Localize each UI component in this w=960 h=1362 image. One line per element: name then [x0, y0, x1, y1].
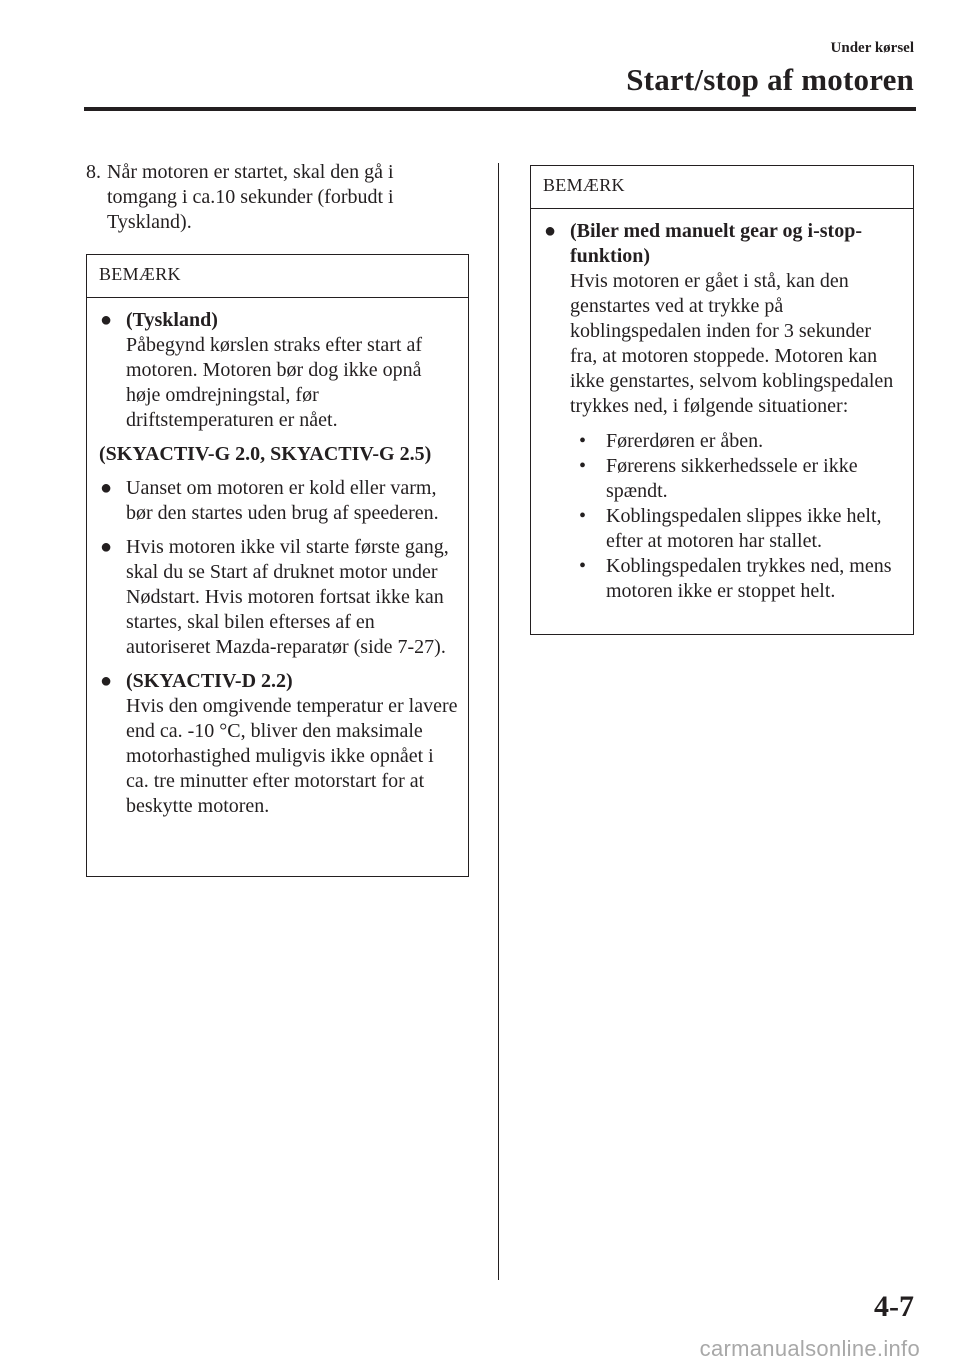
page-number: 4-7 [874, 1290, 914, 1323]
sub-bullet-icon: • [579, 430, 587, 452]
situation-list [570, 429, 903, 604]
bullet-icon: ● [100, 477, 113, 499]
engine-subheading: (SKYACTIV-G 2.0, SKYACTIV-G 2.5) [99, 443, 432, 465]
page-title: Start/stop af motoren [626, 62, 914, 97]
note-heading: BEMÆRK [87, 255, 468, 298]
column-divider [498, 163, 499, 1280]
note-box-left [86, 254, 469, 877]
note-item-istop [543, 219, 903, 604]
note-item-title: (Tyskland) [126, 309, 218, 331]
header-rule [84, 107, 916, 111]
note-item-diesel [99, 669, 458, 819]
sub-bullet-icon: • [579, 505, 587, 527]
note-item-cold-warm [99, 476, 458, 526]
bullet-icon: ● [100, 536, 113, 558]
note-box-right [530, 165, 914, 635]
note-item-text: Påbegynd kørslen straks efter start af motoren. Motoren bør dog ikke opnå høje omdrejningstal, før driftstemperaturen er nået. [126, 334, 423, 431]
list-item: • Koblingspedalen slippes ikke helt, efter at motoren har stallet. [579, 505, 882, 552]
note-item-title: (SKYACTIV-D 2.2) [126, 670, 293, 692]
list-item: • Koblingspedalen trykkes ned, mens motoren ikke er stoppet helt. [579, 555, 892, 602]
list-item: • Førerens sikkerhedssele er ikke spændt. [579, 455, 858, 502]
sub-bullet-icon: • [579, 555, 587, 577]
watermark: carmanualsonline.info [699, 1336, 920, 1361]
note-item-flooded [99, 535, 458, 660]
note-item-text: Hvis motoren ikke vil starte første gang, skal du se Start af druknet motor under Nødstart. Hvis motoren fortsat ikke kan startes, skal bilen efterses af en autoriseret Mazda-reparatør (side 7-27). [126, 536, 449, 658]
section-label: Under kørsel [830, 40, 914, 56]
step-8 [86, 160, 466, 235]
bullet-icon: ● [100, 670, 113, 692]
bullet-icon: ● [100, 309, 113, 331]
note-item-title: (Biler med manuelt gear og i-stop-funktion) [570, 220, 863, 267]
note-item-text: Uanset om motoren er kold eller varm, bør den startes uden brug af speederen. [126, 477, 439, 524]
note-item-text: Hvis den omgivende temperatur er lavere end ca. -10 °C, bliver den maksimale motorhastighed muligvis ikke opnået i ca. tre minutter efter motorstart for at beskytte motoren. [126, 695, 458, 817]
note-item-germany [99, 308, 458, 433]
sub-bullet-icon: • [579, 455, 587, 477]
bullet-icon: ● [544, 220, 557, 242]
list-item: • Førerdøren er åben. [579, 430, 764, 452]
note-heading: BEMÆRK [531, 166, 913, 209]
note-item-text: Hvis motoren er gået i stå, kan den genstartes ved at trykke på koblingspedalen inden for 3 sekunder fra, at motoren stoppede. Motoren kan ikke genstartes, selvom koblingspedalen trykkes ned, i følgende situationer: [570, 270, 894, 417]
step-number: 8. [86, 161, 101, 183]
step-text: Når motoren er startet, skal den gå i tomgang i ca.10 sekunder (forbudt i Tyskland). [107, 161, 394, 233]
